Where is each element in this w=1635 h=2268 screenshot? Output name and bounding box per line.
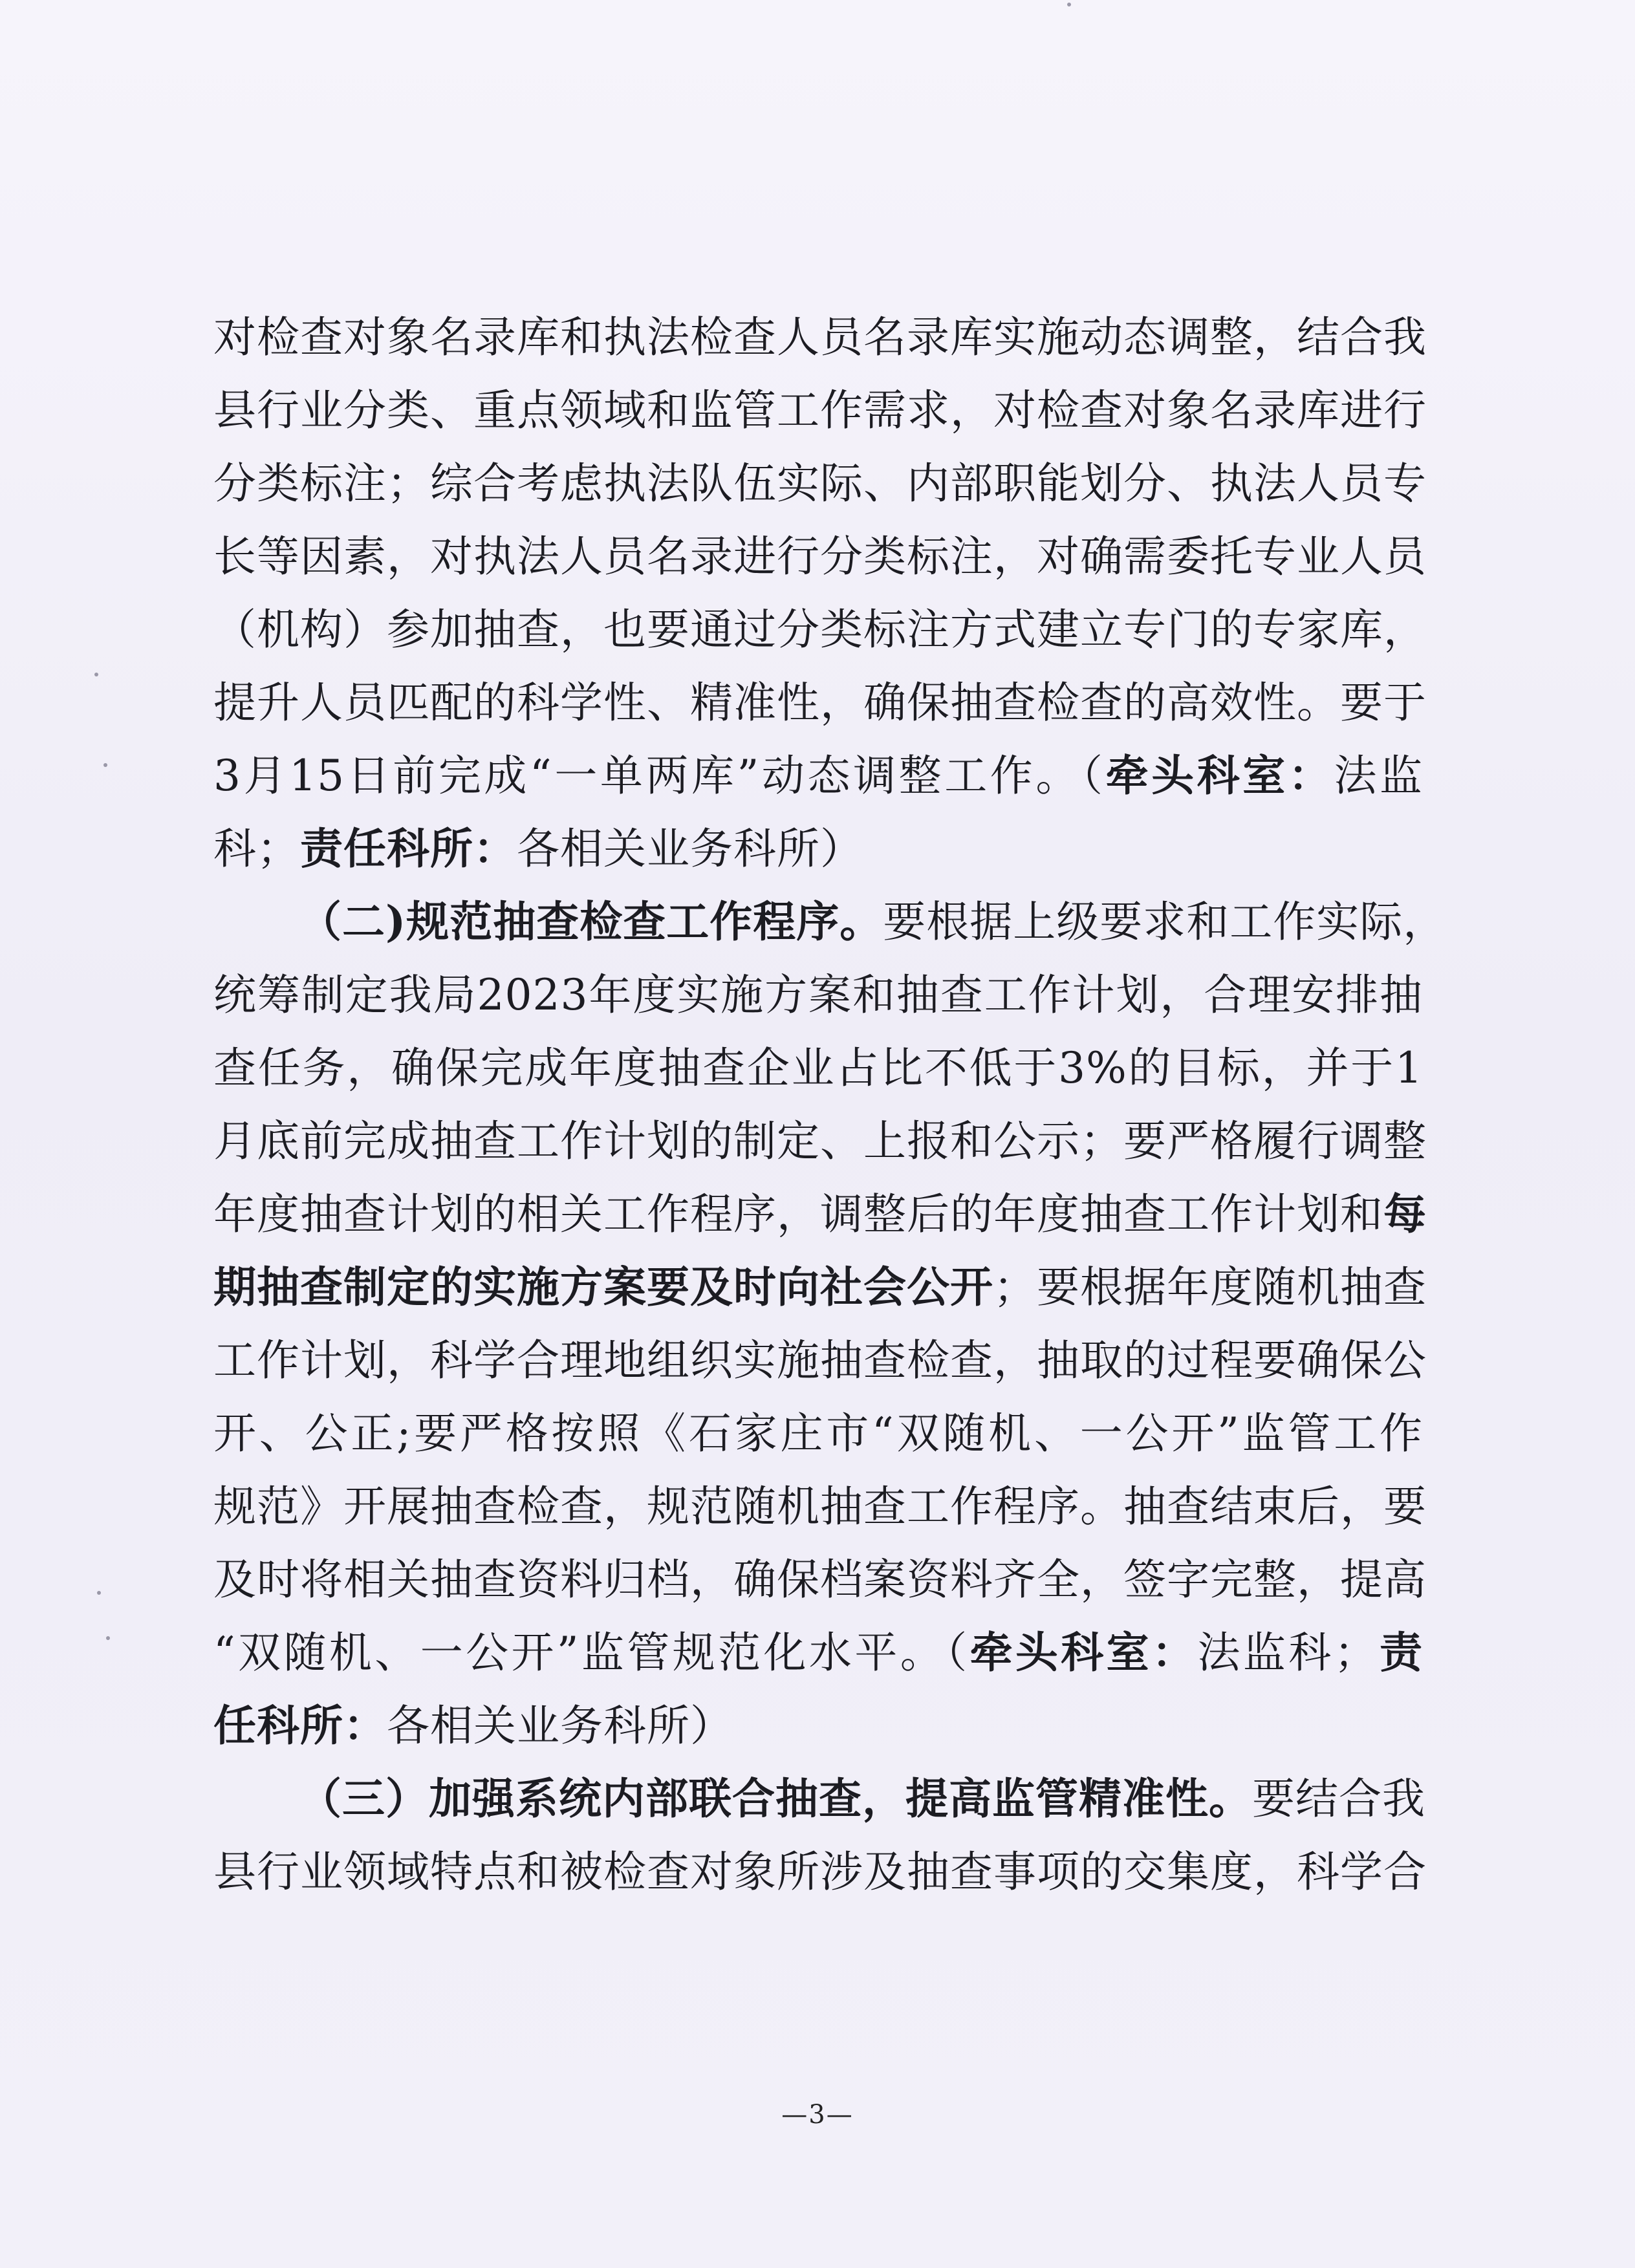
text-line [213, 520, 1427, 593]
text-segment: （机构）参加抽查，也要通过分类标注方式建立专门的专家库， [213, 605, 1427, 654]
text-segment: 分类标注；综合考虑执法队伍实际、内部职能划分、执法人员专 [213, 459, 1427, 508]
bold-text-segment: 期抽查制定的实施方案要及时向社会公开 [213, 1262, 993, 1312]
text-segment: 科； [213, 824, 300, 874]
document-body [213, 301, 1447, 1908]
page-number: —3— [781, 2100, 854, 2130]
text-segment: 及时将相关抽查资料归档，确保档案资料齐全，签字完整，提高 [213, 1555, 1427, 1604]
text-segment: 对检查对象名录库和执法检查人员名录库实施动态调整，结合我 [213, 312, 1427, 362]
text-line [213, 1470, 1427, 1543]
bold-text-segment: 牵头科室： [969, 1627, 1198, 1678]
text-line [213, 1616, 1423, 1689]
text-segment: 法监 [1334, 751, 1424, 801]
text-line [213, 1689, 1423, 1762]
scan-speck [97, 1591, 101, 1595]
bold-text-segment: 任科所： [213, 1700, 387, 1751]
text-segment: 要根据上级要求和工作实际， [883, 897, 1447, 947]
text-segment: 工作计划，科学合理地组织实施抽查检查，抽取的过程要确保公 [213, 1335, 1427, 1385]
text-line [213, 593, 1427, 666]
text-segment: 规范》开展抽查检查，规范随机抽查工作程序。抽查结束后，要 [213, 1482, 1427, 1531]
text-line [213, 1397, 1423, 1470]
text-segment: 提升人员匹配的科学性、精准性，确保抽查检查的高效性。要于 [213, 678, 1427, 728]
text-line [213, 1105, 1427, 1178]
text-line [213, 1031, 1423, 1105]
text-line [213, 374, 1427, 447]
text-segment: 年度抽查计划的相关工作程序，调整后的年度抽查工作计划和 [213, 1189, 1383, 1239]
text-segment: 各相关业务科所） [517, 824, 863, 874]
text-line [213, 1251, 1427, 1324]
text-line [213, 666, 1427, 739]
text-segment: 统筹制定我局2023年度实施方案和抽查工作计划，合理安排抽 [213, 970, 1423, 1020]
text-line [213, 812, 1423, 885]
text-segment: 法监科； [1197, 1628, 1378, 1678]
text-segment: 月底前完成抽查工作计划的制定、上报和公示；要严格履行调整 [213, 1116, 1427, 1166]
text-line [213, 958, 1423, 1031]
bold-text-segment: 牵头科室： [1105, 750, 1334, 801]
bold-text-segment: （二)规范抽查检查工作程序。 [299, 896, 883, 947]
bold-text-segment: 责 [1377, 1627, 1424, 1678]
text-segment: 要结合我 [1252, 1774, 1425, 1824]
bold-text-segment: 责任科所： [300, 823, 517, 874]
text-segment: “双随机、一公开”监管规范化水平。（ [213, 1628, 970, 1678]
text-segment: 查任务，确保完成年度抽查企业占比不低于3%的目标，并于1 [213, 1043, 1423, 1093]
scan-speck [103, 763, 107, 767]
text-segment: 县行业领域特点和被检查对象所涉及抽查事项的交集度，科学合 [213, 1847, 1427, 1897]
text-line [213, 1178, 1427, 1251]
bold-text-segment: （三）加强系统内部联合抽查，提高监管精准性。 [299, 1773, 1252, 1824]
text-line [213, 1543, 1427, 1616]
scan-speck [106, 1636, 110, 1640]
text-segment: 各相关业务科所） [387, 1701, 733, 1751]
text-segment: ；要根据年度随机抽查 [993, 1262, 1427, 1312]
scan-speck [1067, 3, 1071, 6]
text-line [213, 447, 1427, 520]
bold-text-segment: 每 [1383, 1189, 1427, 1239]
scan-speck [94, 673, 98, 676]
text-line [213, 301, 1427, 374]
text-segment: 县行业分类、重点领域和监管工作需求，对检查对象名录库进行 [213, 385, 1427, 435]
text-segment: 3月15日前完成“一单两库”动态调整工作。（ [213, 751, 1106, 801]
text-line [213, 1324, 1427, 1397]
text-line [213, 1762, 1423, 1835]
text-segment: 开、公正;要严格按照《石家庄市“双随机、一公开”监管工作 [213, 1409, 1423, 1458]
text-line [213, 885, 1447, 958]
text-segment: 长等因素，对执法人员名录进行分类标注，对确需委托专业人员 [213, 532, 1427, 581]
text-line [213, 1835, 1427, 1908]
text-line [213, 739, 1423, 812]
